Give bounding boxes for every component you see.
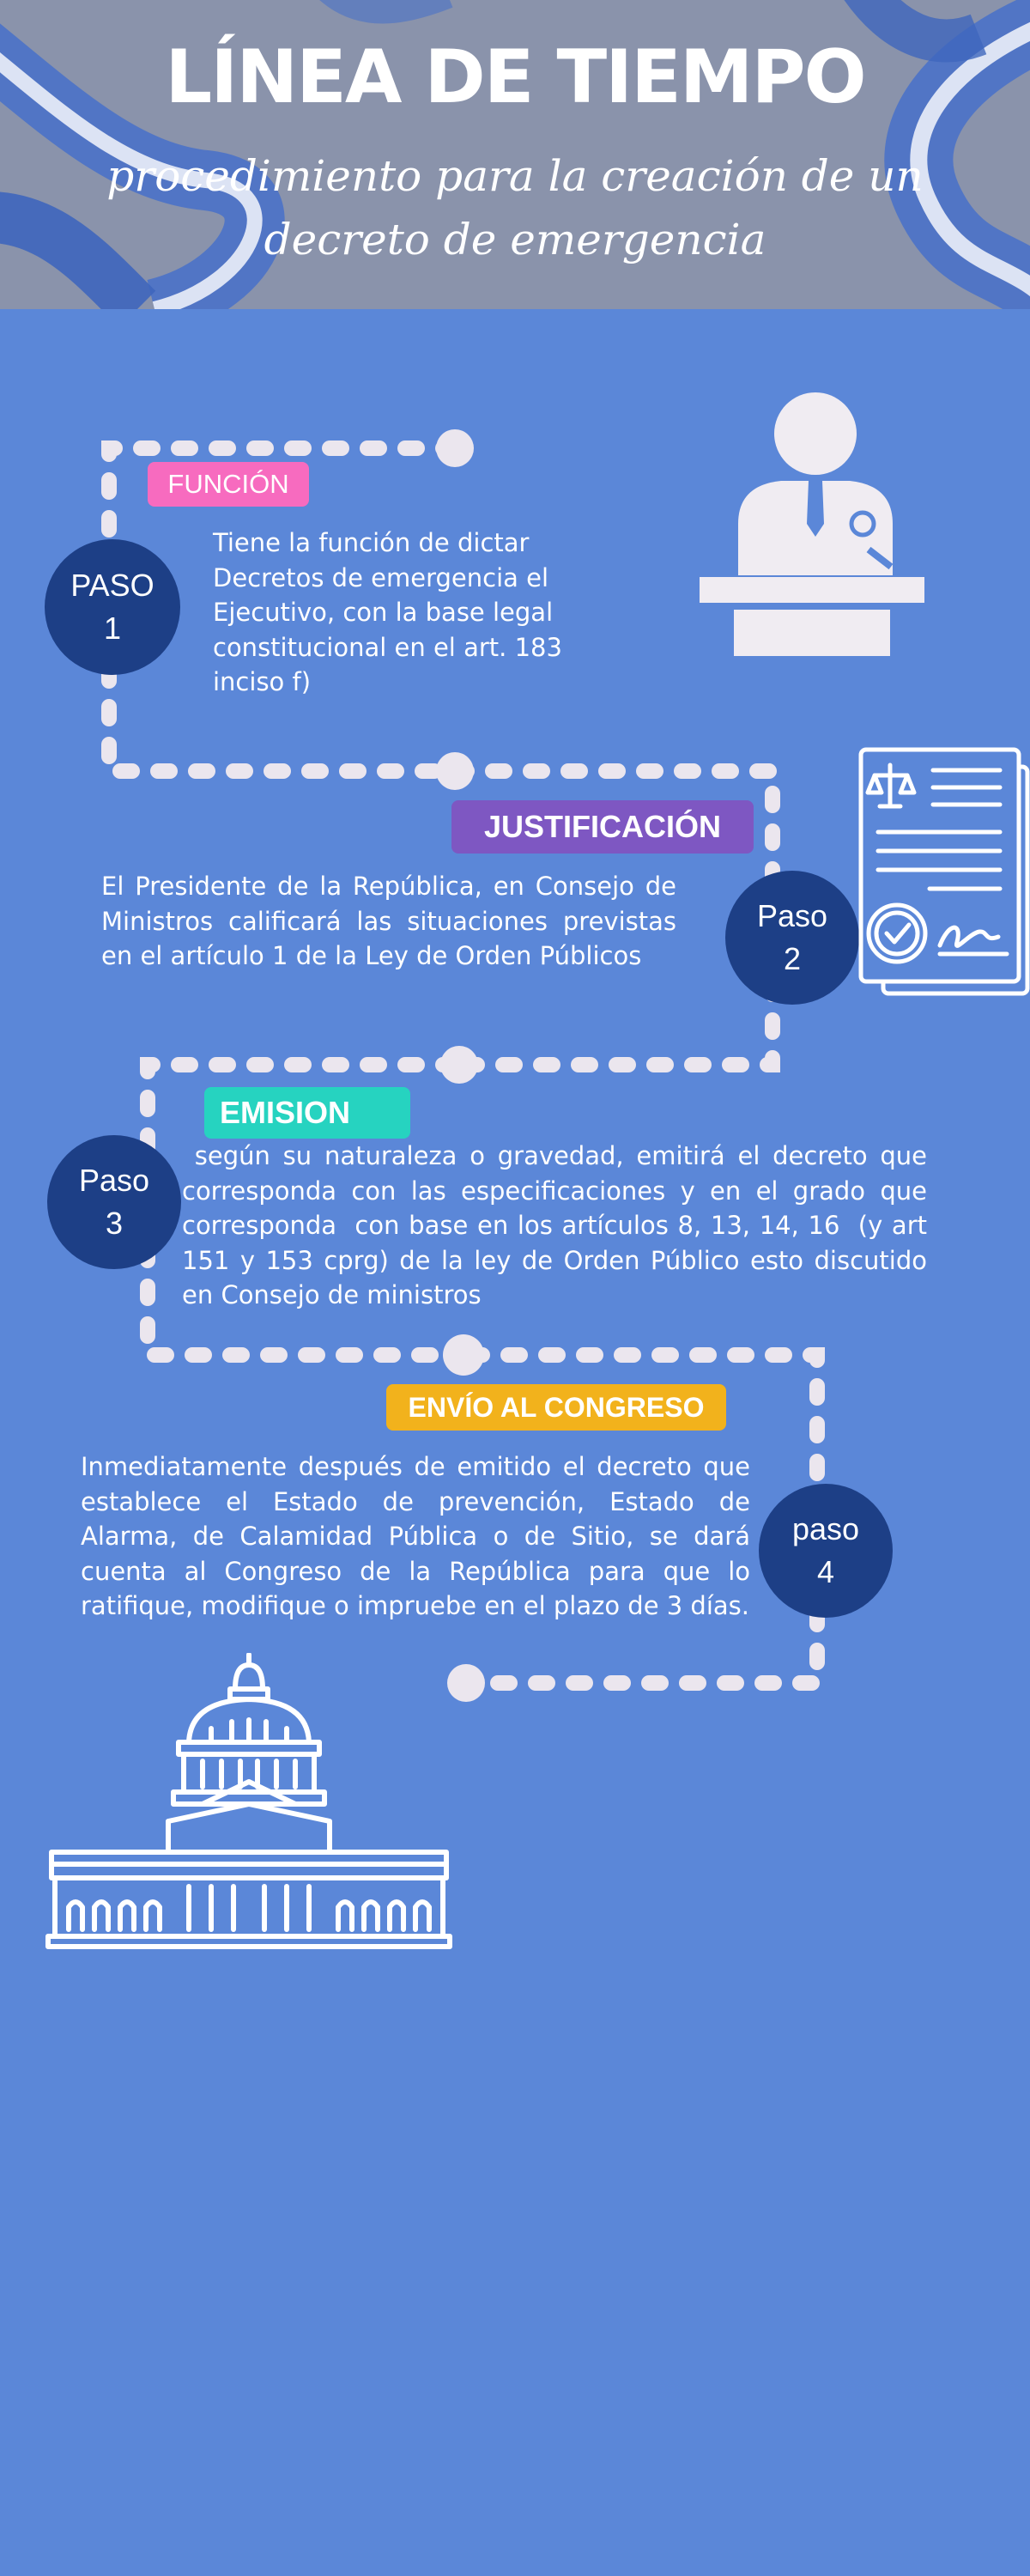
step-2-circle [725,871,859,1005]
step-4-circle [759,1484,893,1618]
step-1-number: 1 [103,611,122,646]
step-1-circle [45,539,180,675]
step-2-text: El Presidente de la República, en Consejo de Ministros calificará las situaciones previstas en el artículo 1 de la Ley de Orden Públicos [101,872,676,970]
step-2-number: 2 [783,941,802,976]
step-2-word: Paso [756,898,828,933]
label-emision: EMISION [204,1087,410,1139]
step-3-text: según su naturaleza o gravedad, emitirá el decreto que corresponda con las especificaciones y en el grado que corresponda con base en los artículos 8, 13, 14, 16 (y art 151 y 153 cprg) de la ley de Orden Público esto discutido en Consejo de ministros [182,1141,936,1309]
step-1-text: Tiene la función de dictar Decretos de emergencia el Ejecutivo, con la base legal constitucional en el art. 183 inciso f) [213,528,562,696]
label-envio-al-congreso: ENVÍO AL CONGRESO [386,1384,726,1431]
speaker-podium-icon [687,378,944,670]
step-1-word: PASO [70,568,154,603]
label-funcion: FUNCIÓN [148,462,309,507]
step-3-number: 3 [105,1206,124,1241]
step-4-word: paso [791,1511,860,1546]
step-4-text: Inmediatamente después de emitido el decreto que establece el Estado de prevención, Estado de Alarma, de Calamidad Pública o de Sitio, se dará cuenta al Congreso de la República para que lo ratifique, modifique o impruebe en el plazo de 3 días. [81,1452,750,1620]
page-title: LÍNEA DE TIEMPO [165,34,865,120]
label-justificacion: JUSTIFICACIÓN [451,800,754,854]
step-3-circle [47,1135,181,1269]
step-4-number: 4 [816,1554,835,1589]
page-subtitle: procedimiento para la creación de un decreto de emergencia [106,151,924,264]
legal-document-icon [854,743,1030,1000]
capitol-building-icon [43,1653,455,1953]
step-3-word: Paso [78,1163,150,1198]
